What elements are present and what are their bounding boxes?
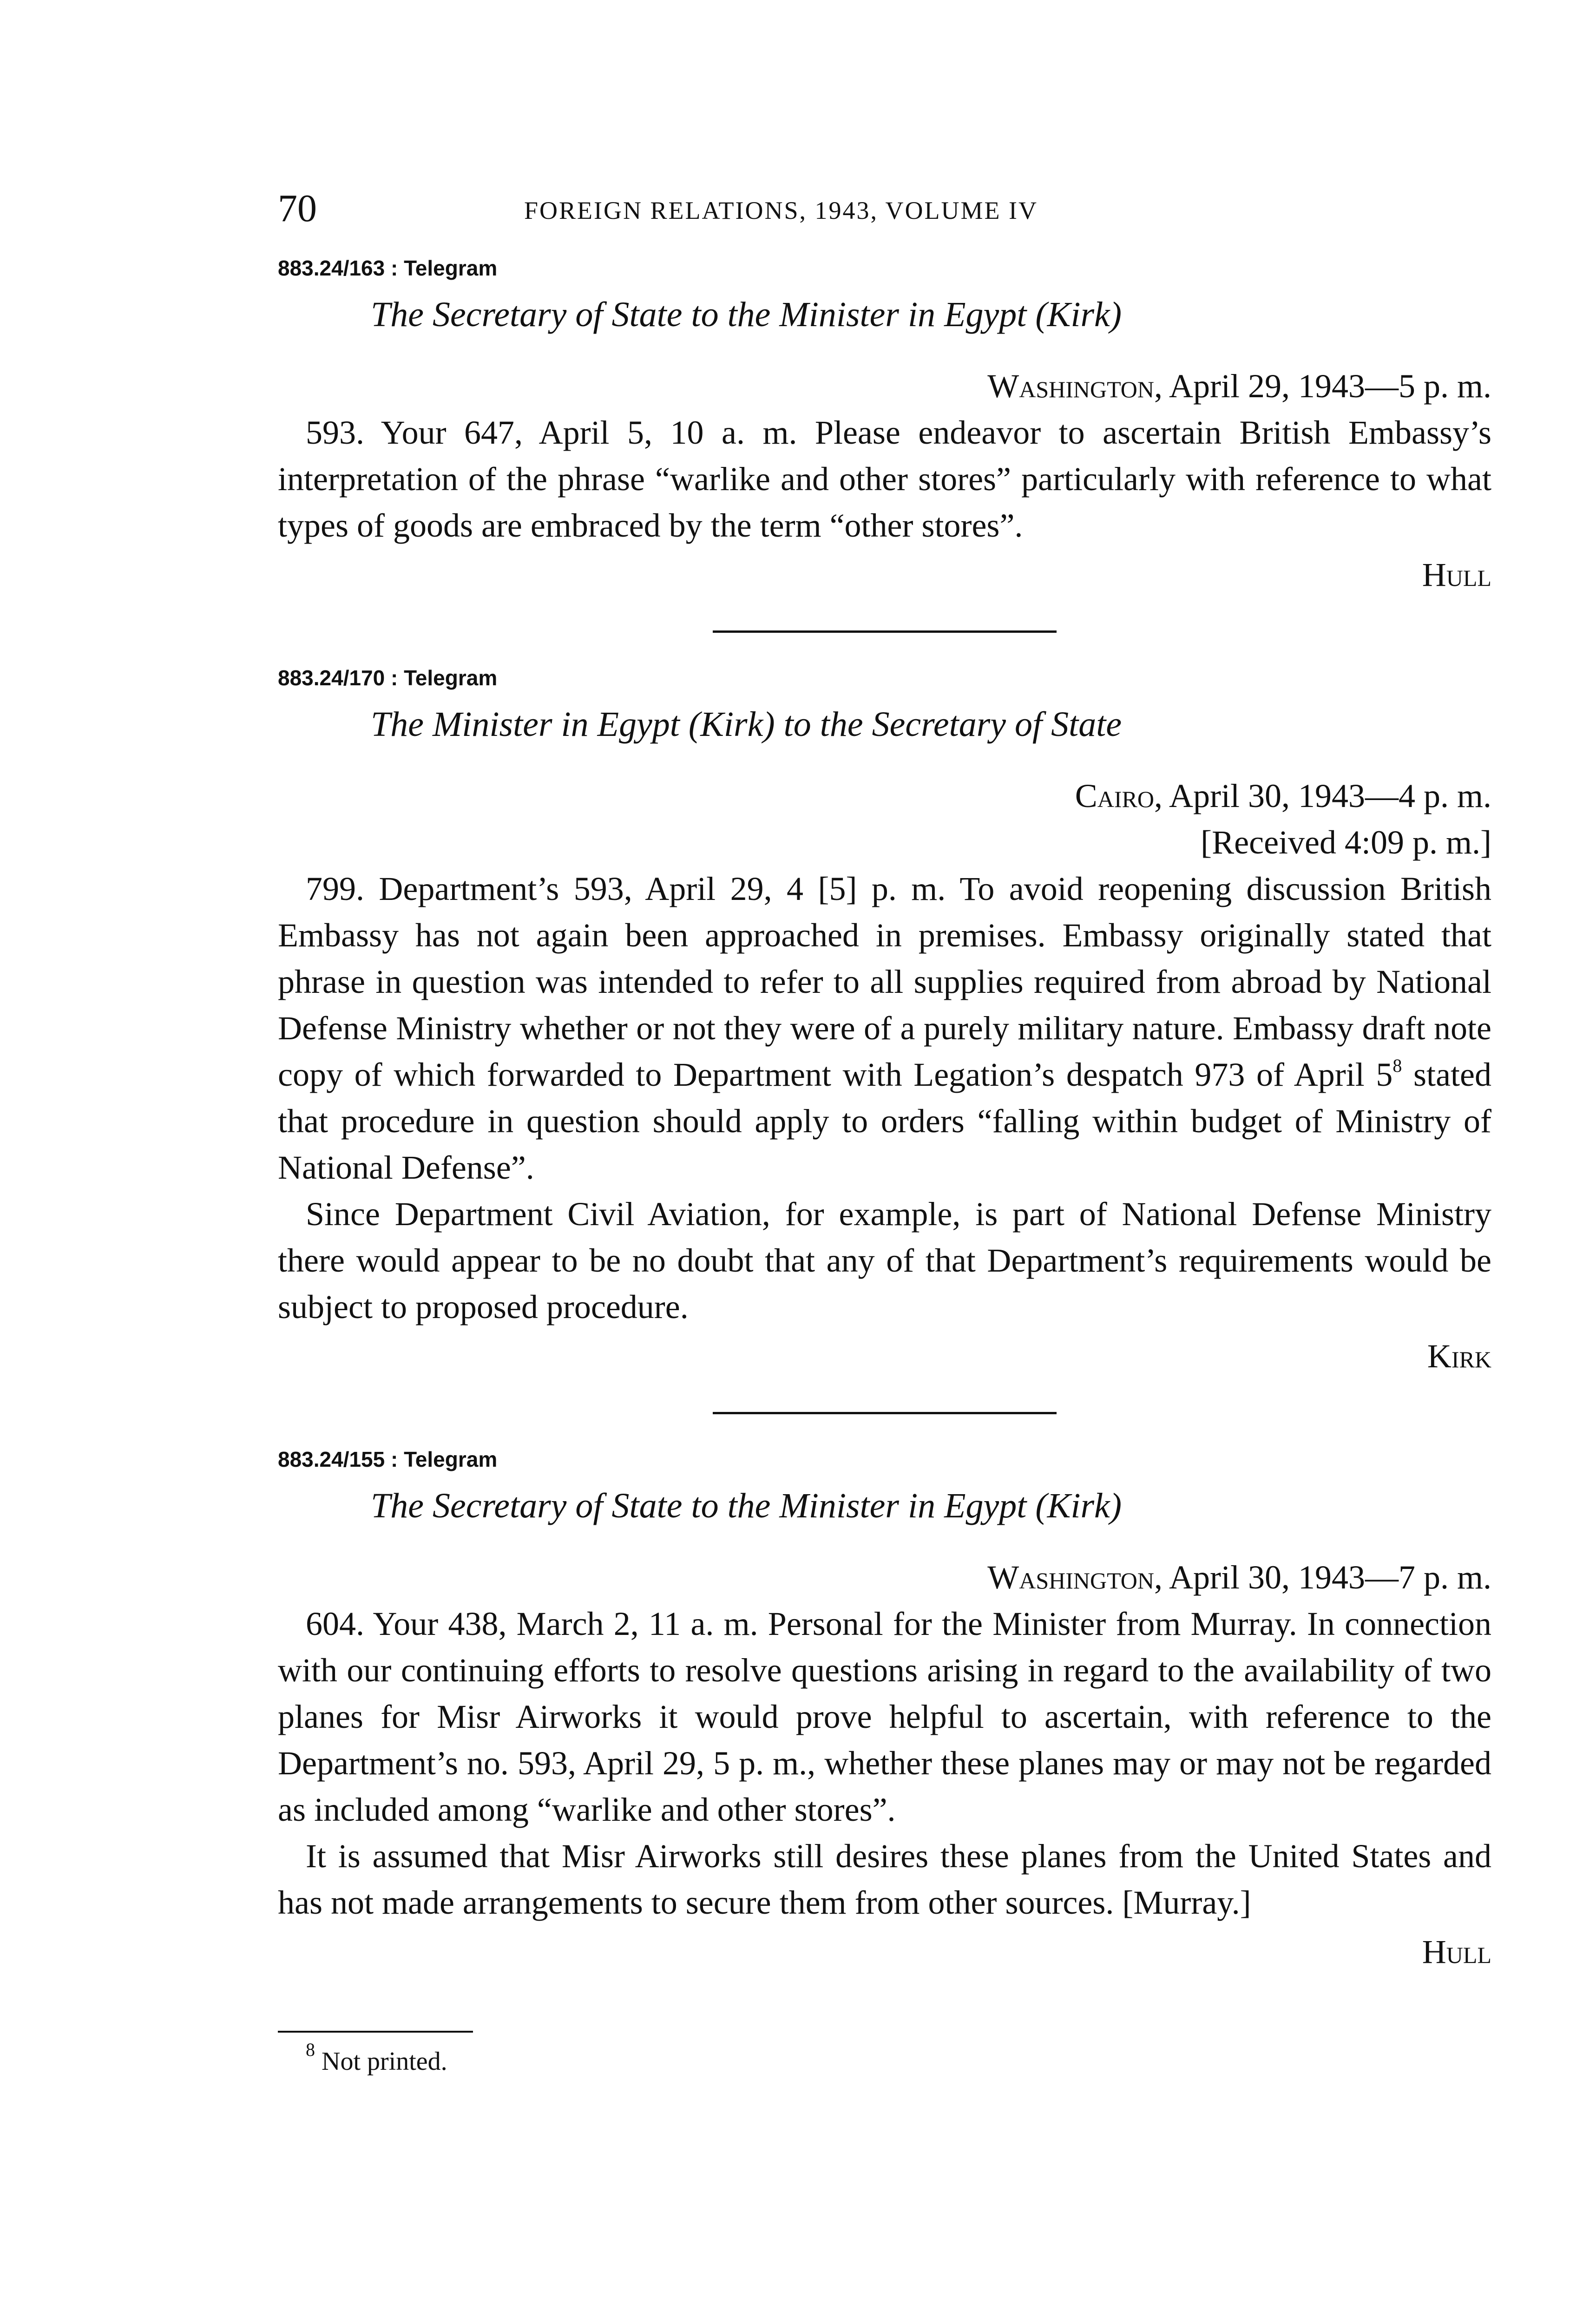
page-number: 70 (278, 187, 317, 230)
received-note: [Received 4:09 p. m.] (1201, 824, 1491, 861)
body-paragraph: 604. Your 438, March 2, 11 a. m. Personal for the Minister from Murray. In connection with our continuing efforts to resolve questions arising in regard to the availability of two planes for Misr Airworks it would prove helpful to ascertain, with reference to the Department’s no. 593, April 29, 5 p. m., whether these planes may or may not be regarded as included among “warlike and other stores”. (278, 1605, 1491, 1828)
dateline (278, 1554, 1491, 1601)
running-title: FOREIGN RELATIONS, 1943, VOLUME IV (524, 197, 1038, 224)
telegram-section (278, 1447, 1491, 1975)
dateline (278, 363, 1491, 409)
paragraph-text-continued: stated that procedure in question should apply to orders “falling within budget of Ministry of National Defense”. (278, 1056, 1491, 1186)
signature: Hull (1422, 556, 1491, 593)
file-reference: 883.24/170 : Telegram (278, 666, 498, 690)
telegram-section (278, 665, 1491, 1379)
section-divider (713, 630, 1057, 633)
dateline-date: , April 30, 1943—7 p. m. (1154, 1559, 1491, 1596)
section-divider (713, 1412, 1057, 1414)
dateline-place: Washington (987, 367, 1154, 405)
paragraph-text: 799. Department’s 593, April 29, 4 [5] p. m. To avoid reopening discussion British Embassy has not again been approached in premises. Embassy originally stated that phrase in question was intended to refer to all supplies required from abroad by National Defense Ministry whether or not they were of a purely military nature. Embassy draft note copy of which forwarded to Department with Legation’s despatch 973 of April 5 (278, 870, 1491, 1093)
document-page (278, 186, 1491, 2076)
footnote (306, 2039, 1491, 2076)
dateline-place: Cairo (1075, 777, 1154, 814)
document-title: The Minister in Egypt (Kirk) to the Secretary of State (371, 705, 1122, 744)
running-head (278, 186, 1491, 256)
dateline-date: , April 29, 1943—5 p. m. (1154, 367, 1491, 405)
body-paragraph: Since Department Civil Aviation, for example, is part of National Defense Ministry there would appear to be no doubt that any of that Department’s requirements would be subject to proposed procedure. (278, 1195, 1491, 1326)
dateline (278, 773, 1491, 819)
dateline-date: , April 30, 1943—4 p. m. (1154, 777, 1491, 814)
document-title: The Secretary of State to the Minister in Egypt (Kirk) (371, 1486, 1122, 1525)
footnote-number: 8 (306, 2039, 315, 2060)
footnote-rule (278, 2031, 473, 2033)
dateline-place: Washington (987, 1559, 1154, 1596)
file-reference: 883.24/163 : Telegram (278, 256, 498, 280)
body-paragraph: It is assumed that Misr Airworks still desires these planes from the United States and has not made arrangements to secure them from other sources. [Murray.] (278, 1837, 1491, 1921)
body-paragraph (278, 866, 1491, 1191)
signature: Hull (1422, 1933, 1491, 1970)
body-paragraph: 593. Your 647, April 5, 10 a. m. Please endeavor to ascertain British Embassy’s interpretation of the phrase “warlike and other stores” particularly with reference to what types of goods are embraced by the term “other stores”. (278, 414, 1491, 544)
document-title: The Secretary of State to the Minister in Egypt (Kirk) (371, 295, 1122, 334)
footnote-text: Not printed. (322, 2047, 447, 2076)
telegram-section (278, 256, 1491, 598)
signature: Kirk (1427, 1338, 1491, 1375)
footnote-marker: 8 (1392, 1055, 1402, 1076)
file-reference: 883.24/155 : Telegram (278, 1447, 498, 1471)
